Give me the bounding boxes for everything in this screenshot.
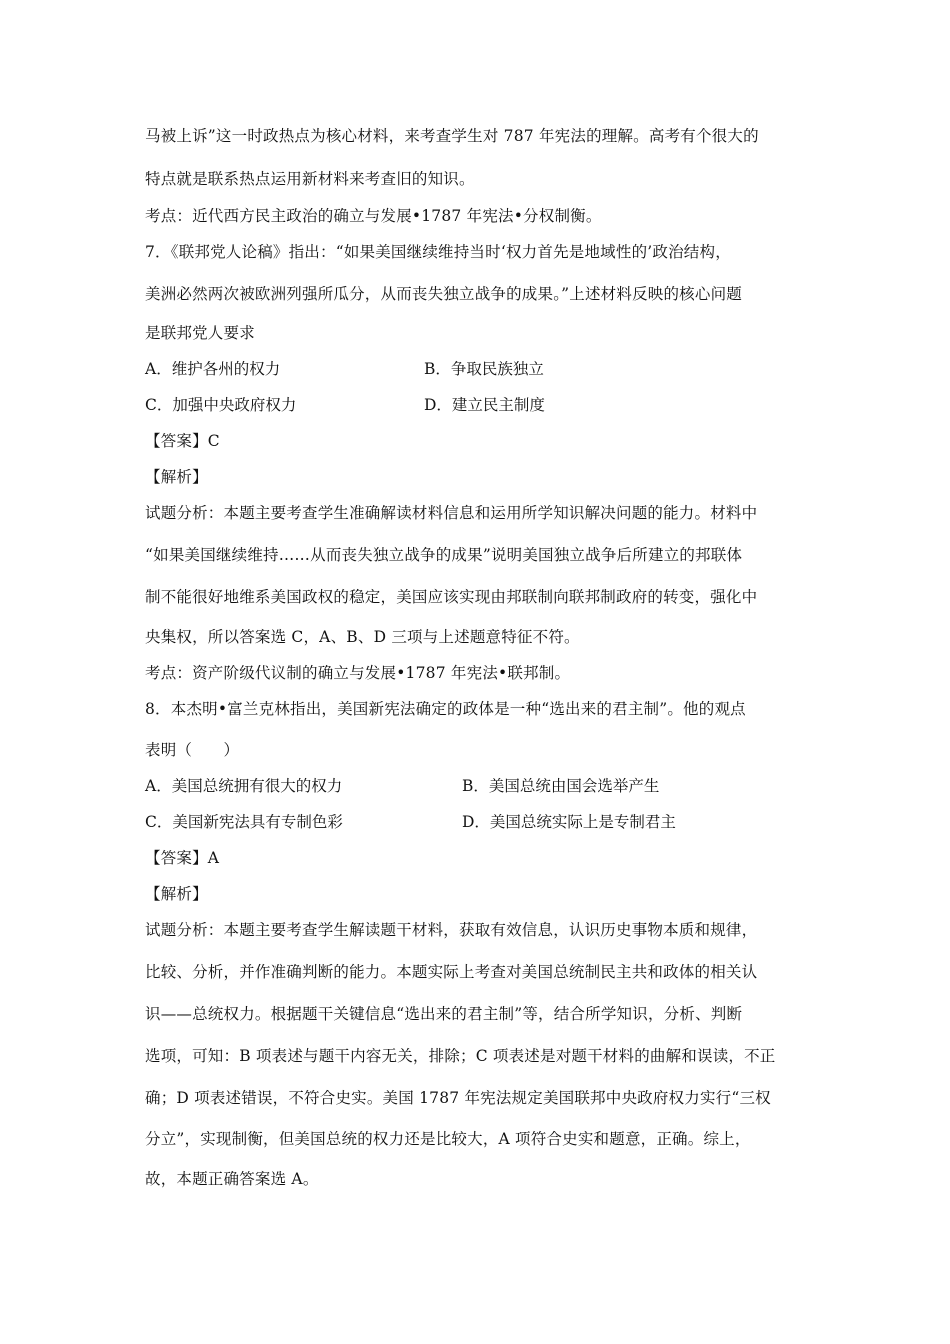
q8-option-c: C．美国新宪法具有专制色彩 xyxy=(145,813,343,831)
q7-stem-line-2: 美洲必然两次被欧洲列强所瓜分，从而丧失独立战争的成果。”上述材料反映的核心问题 xyxy=(145,285,742,303)
q7-option-c: C．加强中央政府权力 xyxy=(145,396,297,414)
q7-option-d: D．建立民主制度 xyxy=(424,396,545,414)
q6-kaodian: 考点：近代西方民主政治的确立与发展•1787 年宪法•分权制衡。 xyxy=(145,207,602,225)
q8-option-a: A．美国总统拥有很大的权力 xyxy=(145,777,343,795)
q8-analysis-line-3: 识——总统权力。根据题干关键信息“选出来的君主制”等，结合所学知识，分析、判断 xyxy=(145,1005,743,1023)
q7-jiexi-label: 【解析】 xyxy=(145,468,208,486)
q8-stem-line-2: 表明（ ） xyxy=(145,741,240,759)
q7-stem-line-3: 是联邦党人要求 xyxy=(145,324,255,342)
q6-tail-line-2: 特点就是联系热点运用新材料来考查旧的知识。 xyxy=(145,170,475,188)
q8-answer: 【答案】A xyxy=(145,849,220,867)
q8-analysis-line-1: 试题分析：本题主要考查学生解读题干材料，获取有效信息，认识历史事物本质和规律， xyxy=(145,921,758,939)
q8-stem-line-1: 8．本杰明•富兰克林指出，美国新宪法确定的政体是一种“选出来的君主制”。他的观点 xyxy=(145,700,746,718)
q8-analysis-line-5: 确；D 项表述错误，不符合史实。美国 1787 年宪法规定美国联邦中央政府权力实行“三权 xyxy=(145,1089,771,1107)
q8-jiexi-label: 【解析】 xyxy=(145,885,208,903)
q7-option-a: A．维护各州的权力 xyxy=(145,360,281,378)
q7-option-b: B．争取民族独立 xyxy=(424,360,544,378)
q7-analysis-line-3: 制不能很好地维系美国政权的稳定，美国应该实现由邦联制向联邦制政府的转变，强化中 xyxy=(145,588,758,606)
q7-answer: 【答案】C xyxy=(145,432,220,450)
q8-analysis-line-2: 比较、分析，并作准确判断的能力。本题实际上考查对美国总统制民主共和政体的相关认 xyxy=(145,963,758,981)
q7-analysis-line-2: “如果美国继续维持……从而丧失独立战争的成果”说明美国独立战争后所建立的邦联体 xyxy=(145,546,743,564)
q6-tail-line-1: 马被上诉”这一时政热点为核心材料，来考查学生对 787 年宪法的理解。高考有个很大的 xyxy=(145,127,759,145)
q8-analysis-line-6: 分立”，实现制衡，但美国总统的权力还是比较大，A 项符合史实和题意，正确。综上， xyxy=(145,1130,751,1148)
q8-analysis-line-7: 故，本题正确答案选 A。 xyxy=(145,1170,319,1188)
q7-analysis-line-4: 央集权，所以答案选 C，A、B、D 三项与上述题意特征不符。 xyxy=(145,628,580,646)
q7-stem-line-1: 7．《联邦党人论稿》指出：“如果美国继续维持当时‘权力首先是地域性的’政治结构， xyxy=(145,243,731,261)
q8-option-d: D．美国总统实际上是专制君主 xyxy=(462,813,676,831)
q8-analysis-line-4: 选项，可知：B 项表述与题干内容无关，排除；C 项表述是对题干材料的曲解和误读，不正 xyxy=(145,1047,776,1065)
q7-analysis-line-1: 试题分析：本题主要考查学生准确解读材料信息和运用所学知识解决问题的能力。材料中 xyxy=(145,504,758,522)
q8-option-b: B．美国总统由国会选举产生 xyxy=(462,777,660,795)
q7-kaodian: 考点：资产阶级代议制的确立与发展•1787 年宪法•联邦制。 xyxy=(145,664,571,682)
